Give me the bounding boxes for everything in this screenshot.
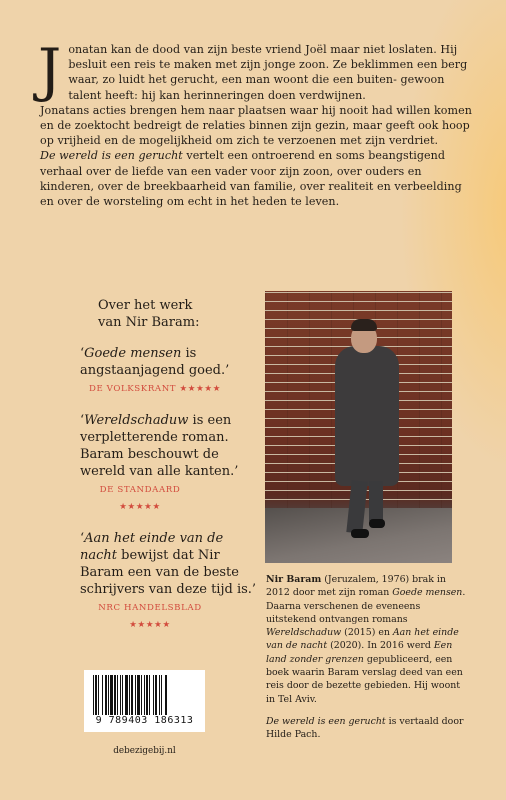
press-quotes <box>80 297 260 634</box>
press-quote: ‘Aan het einde van de nacht bewijst dat Nir Baram een van de beste schrijvers van deze tijd is.’ NRC HANDELSBLAD ★★★★★ <box>80 530 260 634</box>
quotes-intro: Over het werk van Nir Baram: <box>98 298 200 330</box>
translator-credit: De wereld is een gerucht is vertaald door Hilde Pach. <box>266 715 464 741</box>
author-name: Nir Baram <box>266 574 322 585</box>
isbn-number: 9 789403 186313 <box>95 715 194 726</box>
barcode-bars <box>89 675 200 715</box>
blurb-paragraph-2: Jonatans acties brengen hem naar plaatsen waar hij nooit had willen komen en de zoektocht bedreigt de relaties binnen zijn gezin, maar geeft ook hoop op vrijheid en de mogelijkheid om zich te verzoenen met zijn verdriet. <box>40 103 472 148</box>
drop-cap: J <box>38 36 62 104</box>
blurb-paragraph-1: onatan kan de dood van zijn beste vriend Joël maar niet loslaten. Hij besluit een reis te maken met zijn jonge zoon. Ze beklimmen een berg waar, zo luidt het gerucht, een man woont die een buiten- gewoon talent heeft: hij kan herinneringen doen verdwijnen. <box>68 43 468 102</box>
book-title: De wereld is een gerucht <box>40 149 183 163</box>
author-photo <box>265 291 452 563</box>
press-quote: ‘Wereldschaduw is een verpletterende roman. Baram beschouwt de wereld van alle kanten.’ DE STANDAARD ★★★★★ <box>80 412 260 516</box>
press-quote: ‘Goede mensen is angstaanjagend goed.’ DE VOLKSKRANT ★★★★★ <box>80 345 260 398</box>
quote-source: DE VOLKSKRANT ★★★★★ <box>88 384 221 394</box>
isbn-barcode <box>84 670 205 732</box>
author-figure-coat <box>335 346 399 486</box>
quote-source: DE STANDAARD ★★★★★ <box>99 485 181 512</box>
publisher-website: debezigebij.nl <box>113 746 176 756</box>
blurb-paragraph-3: De wereld is een gerucht vertelt een ontroerend en soms beangstigend verhaal over de liefde van een vader voor zijn zoon, over ouders en kinderen, over de breekbaarheid van familie, over realiteit en verbeelding en over de worsteling om echt in het heden te leven. <box>40 149 462 209</box>
back-cover-blurb <box>38 36 475 209</box>
quote-source: NRC HANDELSBLAD ★★★★★ <box>98 603 202 630</box>
author-bio: Nir Baram (Jeruzalem, 1976) brak in 2012 door met zijn roman Goede mensen. Daarna verschenen de eveneens uitstekend ontvangen romans Wereldschaduw (2015) en Aan het einde van de nacht (2020). In 2016 werd Een land zonder grenzen gepubliceerd, een boek waarin Baram verslag deed van een reis door de bezette gebieden. Hij woont in Tel Aviv. De wereld is een gerucht is vertaald door Hilde Pach. <box>266 574 466 741</box>
